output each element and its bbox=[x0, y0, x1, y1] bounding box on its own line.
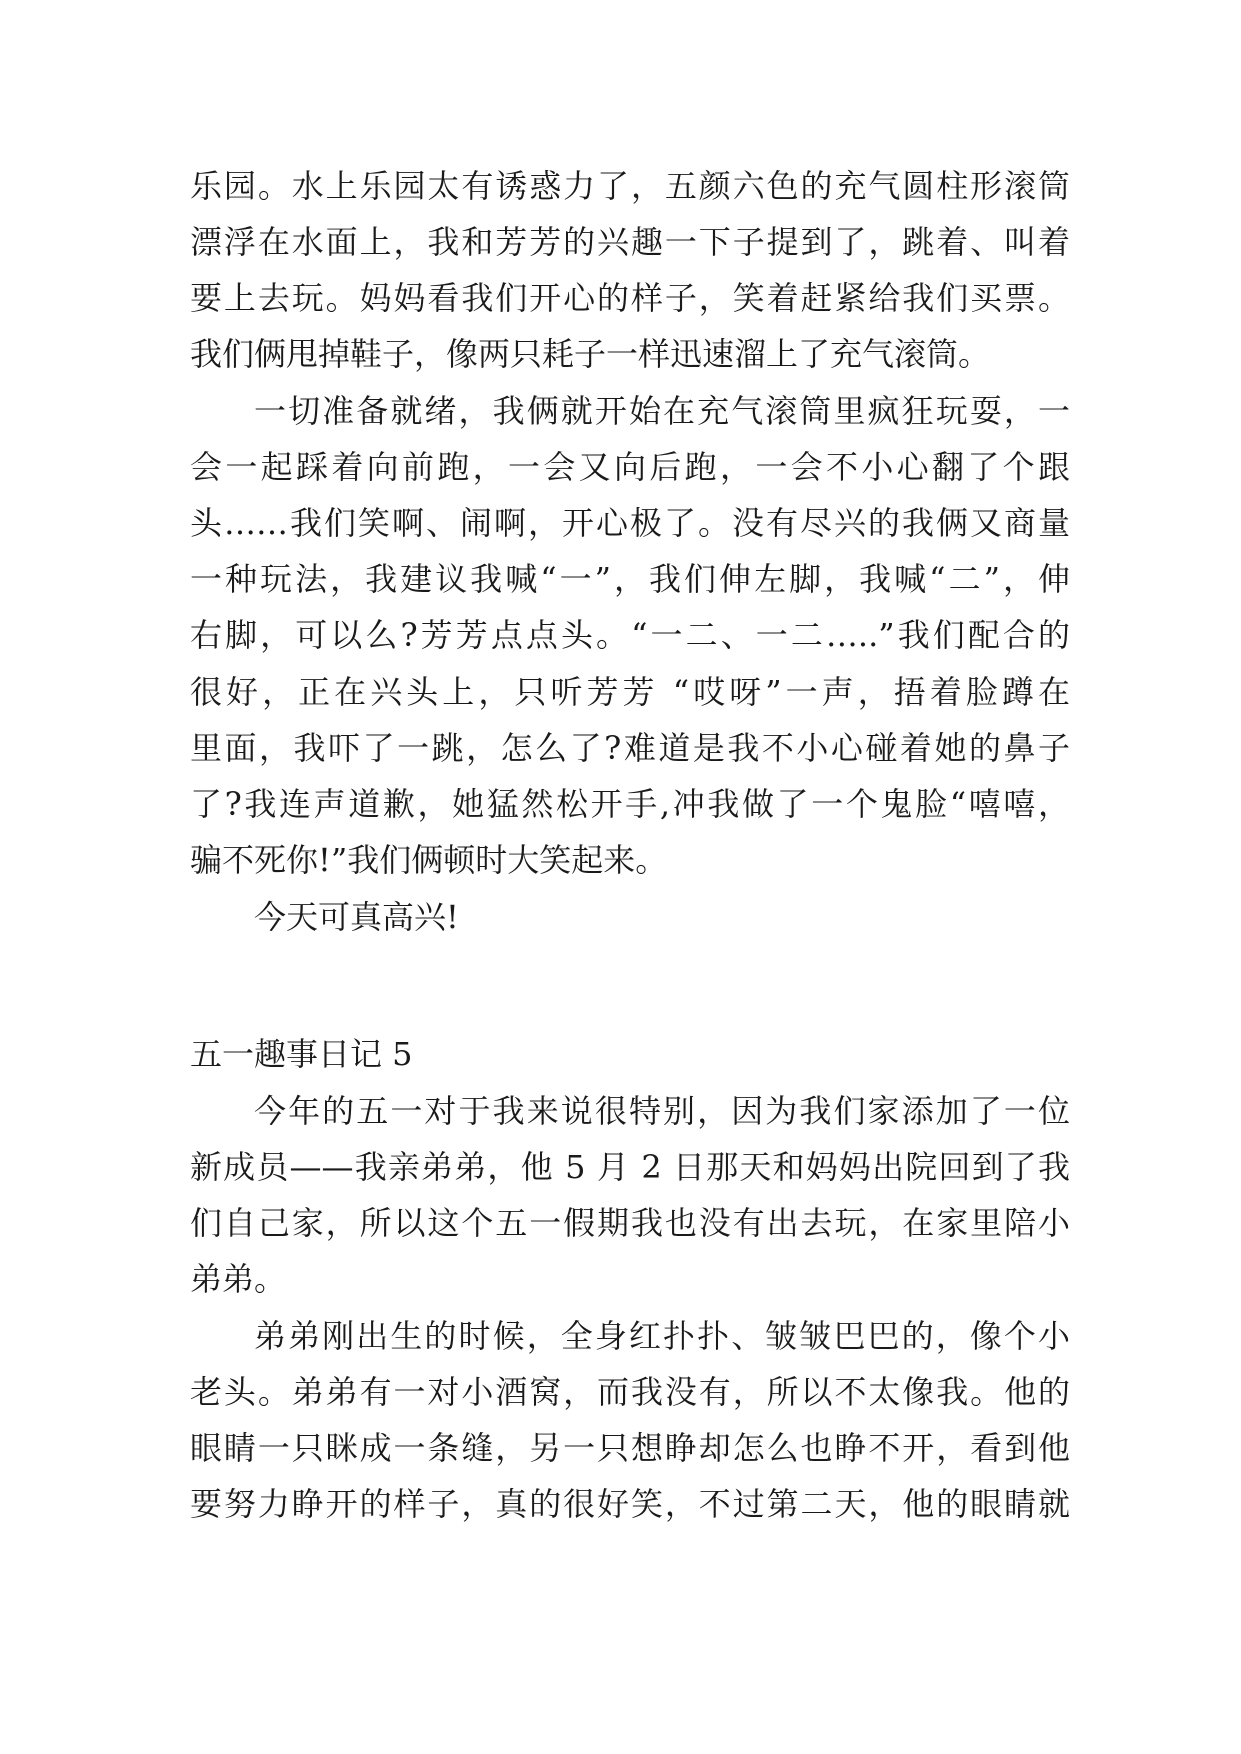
text-line: 要上去玩。妈妈看我们开心的样子，笑着赶紧给我们买票。 bbox=[190, 279, 1070, 317]
text-line: 会一起踩着向前跑，一会又向后跑，一会不小心翻了个跟 bbox=[190, 448, 1070, 486]
text-line: 我们俩甩掉鞋子，像两只耗子一样迅速溜上了充气滚筒。 bbox=[190, 335, 991, 373]
text-line: 们自己家，所以这个五一假期我也没有出去玩，在家里陪小 bbox=[190, 1204, 1070, 1242]
text-line: 右脚，可以么?芳芳点点头。“一二、一二…..”我们配合的 bbox=[190, 616, 1070, 654]
text-line: 老头。弟弟有一对小酒窝，而我没有，所以不太像我。他的 bbox=[190, 1373, 1070, 1411]
text-line: 很好，正在兴头上，只听芳芳 “哎呀”一声，捂着脸蹲在 bbox=[190, 673, 1070, 711]
text-line: 眼睛一只眯成一条缝，另一只想睁却怎么也睁不开，看到他 bbox=[190, 1429, 1070, 1467]
text-line: 里面，我吓了一跳，怎么了?难道是我不小心碰着她的鼻子 bbox=[190, 729, 1070, 767]
text-line: 了?我连声道歉，她猛然松开手,冲我做了一个鬼脸“嘻嘻， bbox=[190, 785, 1070, 823]
text-line: 今年的五一对于我来说很特别，因为我们家添加了一位 bbox=[254, 1092, 1070, 1130]
text-line: 今天可真高兴! bbox=[254, 898, 459, 936]
text-line: 弟弟。 bbox=[190, 1260, 287, 1298]
text-line: 骗不死你!”我们俩顿时大笑起来。 bbox=[190, 841, 668, 879]
text-line: 漂浮在水面上，我和芳芳的兴趣一下子提到了，跳着、叫着 bbox=[190, 223, 1070, 261]
text-line: 要努力睁开的样子，真的很好笑，不过第二天，他的眼睛就 bbox=[190, 1485, 1070, 1523]
text-line: 头……我们笑啊、闹啊，开心极了。没有尽兴的我俩又商量 bbox=[190, 504, 1070, 542]
section-title: 五一趣事日记 5 bbox=[190, 1035, 413, 1073]
text-line: 一切准备就绪，我俩就开始在充气滚筒里疯狂玩耍，一 bbox=[254, 392, 1070, 430]
text-line: 一种玩法，我建议我喊“一”，我们伸左脚，我喊“二”，伸 bbox=[190, 560, 1070, 598]
text-line: 乐园。水上乐园太有诱惑力了，五颜六色的充气圆柱形滚筒 bbox=[190, 167, 1070, 205]
text-line: 新成员——我亲弟弟，他 5 月 2 日那天和妈妈出院回到了我 bbox=[190, 1148, 1070, 1186]
text-line: 弟弟刚出生的时候，全身红扑扑、皱皱巴巴的，像个小 bbox=[254, 1317, 1070, 1355]
